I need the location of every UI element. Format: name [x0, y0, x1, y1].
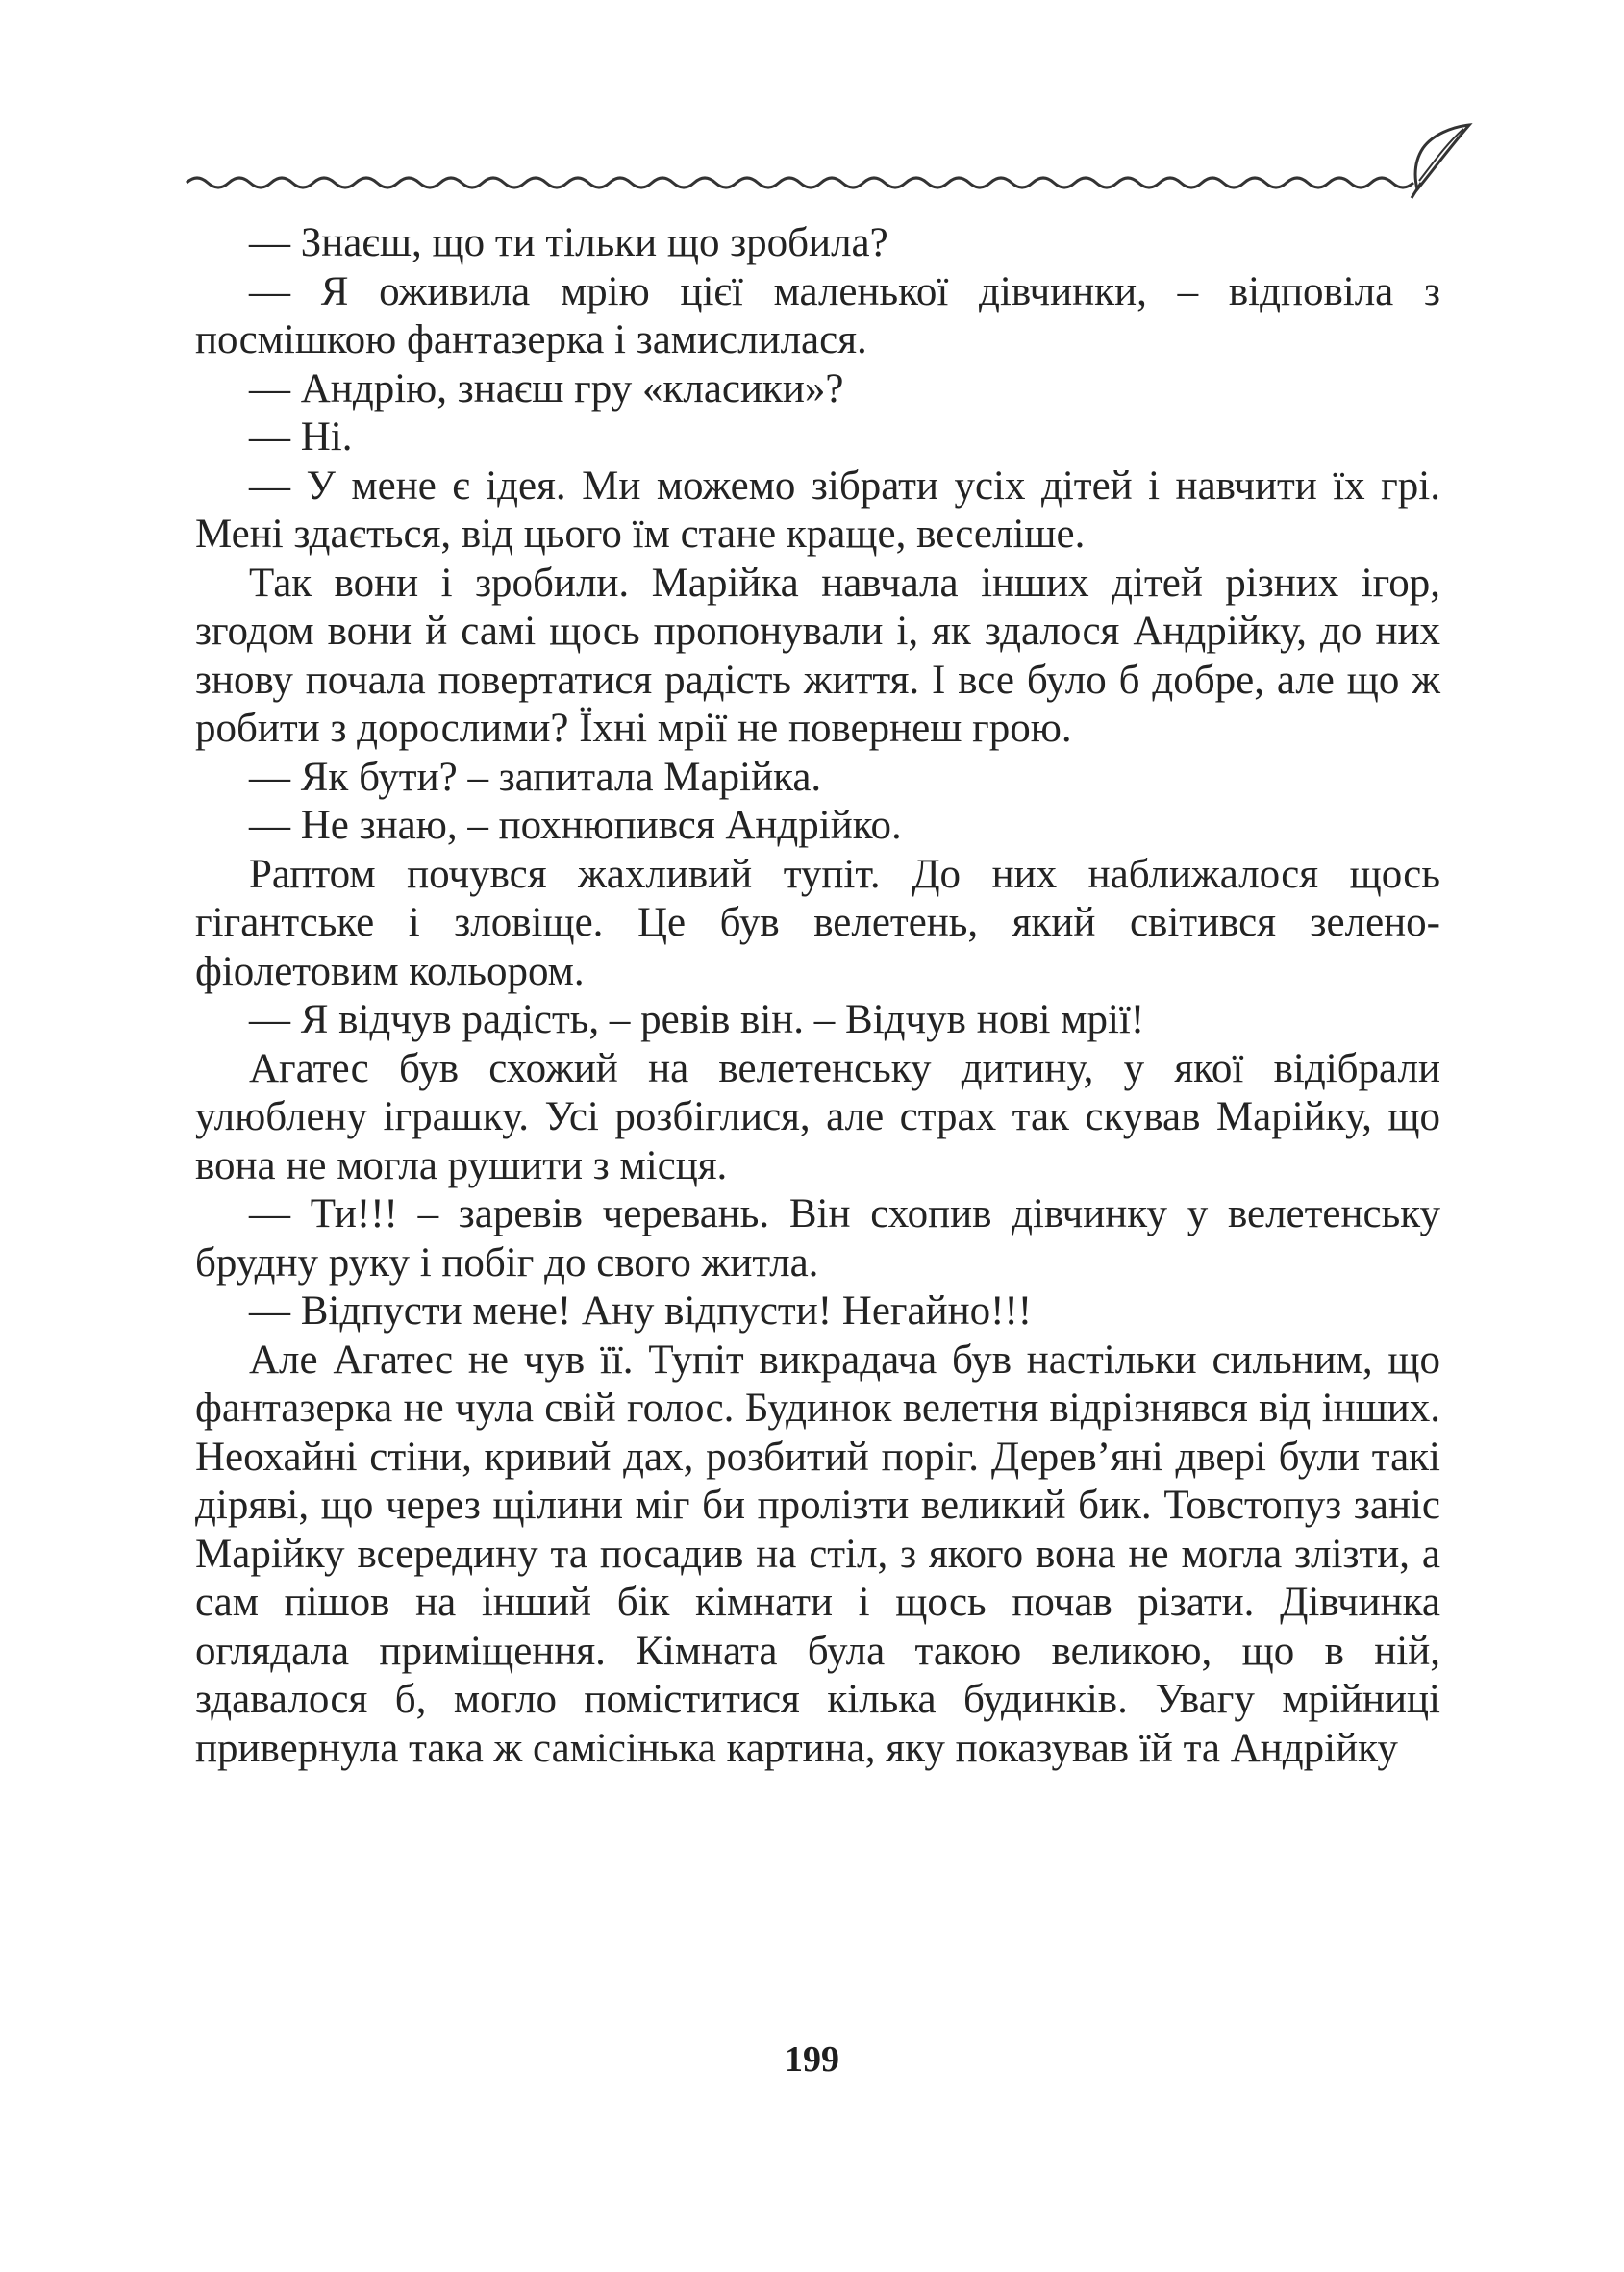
header-ornament: [185, 113, 1473, 200]
paragraph: Так вони і зробили. Марійка навчала інших дітей різних ігор, згодом вони й самі щось пропонували і, як здалося Андрійку, до них знову почала повертатися радість життя. І все було б добре, але що ж робити з дорослими? Їхні мрії не повернеш грою.: [195, 560, 1440, 751]
paragraph: — Знаєш, що ти тільки що зробила?: [249, 220, 888, 265]
quill-feather-icon: [1412, 125, 1469, 198]
body-text: [195, 219, 1440, 1773]
wavy-line: [187, 178, 1413, 187]
paragraph: — Відпусти мене! Ану відпусти! Негайно!!!: [249, 1288, 1033, 1334]
paragraph: — У мене є ідея. Ми можемо зібрати усіх дітей і навчити їх грі. Мені здається, від цього їм стане краще, веселіше.: [195, 462, 1440, 557]
paragraph: — Як бути? – запитала Марійка.: [249, 754, 822, 800]
paragraph: — Андрію, знаєш гру «класики»?: [249, 365, 844, 412]
paragraph: — Я відчув радість, – ревів він. – Відчув нові мрії!: [249, 997, 1145, 1042]
paragraph: Раптом почувся жахливий тупіт. До них наближалося щось гігантське і зловіще. Це був велетень, який світився зелено-фіолетовим кольором.: [195, 851, 1440, 994]
paragraph: — Ні.: [249, 414, 353, 460]
paragraph: Агатес був схожий на велетенську дитину, у якої відібрали улюблену іграшку. Усі розбіглися, але страх так скував Марійку, що вона не могла рушити з місця.: [195, 1045, 1440, 1188]
paragraph: — Не знаю, – похнюпився Андрійко.: [249, 803, 902, 848]
paragraph: Але Агатес не чув її. Тупіт викрадача був настільки сильним, що фантазерка не чула свій голос. Будинок велетня відрізнявся від інших. Неохайні стіни, кривий дах, розбитий поріг. Дерев’яні двері були такі діряві, що через щілини міг би пролізти великий бик. Товстопуз заніс Марійку всередину та посадив на стіл, з якого вона не могла злізти, а сам пішов на інший бік кімнати і щось почав різати. Дівчинка оглядала приміщення. Кімната була такою великою, що в ній, здавалося б, могло поміститися кілька будинків. Увагу мрійниці привернула така ж самісінька картина, яку показував їй та Андрійку: [195, 1336, 1440, 1771]
paragraph: — Ти!!! – заревів черевань. Він схопив дівчинку у велетенську брудну руку і побіг до свого житла.: [195, 1191, 1440, 1286]
paragraph: — Я оживила мрію цієї маленької дівчинки, – відповіла з посмішкою фантазерка і замислилася.: [195, 268, 1440, 362]
page-number: 199: [785, 2039, 839, 2080]
